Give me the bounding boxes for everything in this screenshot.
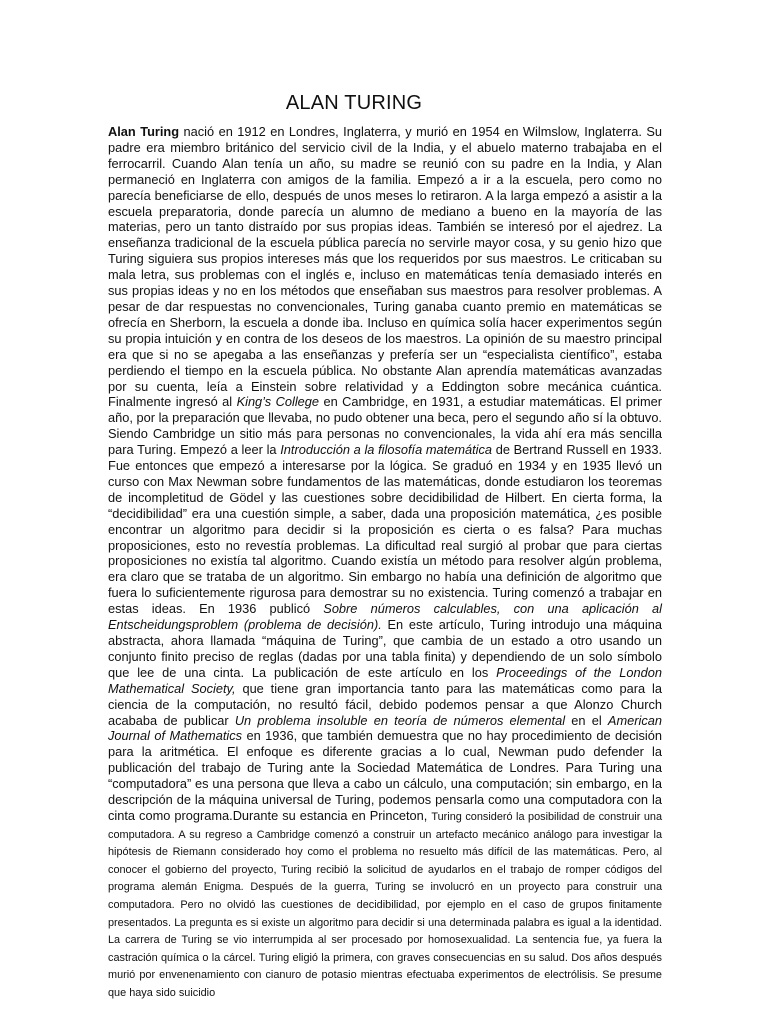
small-text-run: Turing consideró la posibilidad de construir una computadora. A su regreso a Cambridge comenzó a construir un artefacto mecánico análogo para investigar la hipótesis de Riemann considerado hoy como el problema no resuelto más difícil de las matemáticas. Pero, al conocer el gobierno del proyecto, Turing recibió la solicitud de ayudarlos en el trabajo de romper códigos del programa alemán Enigma. Después de la guerra, Turing se involucró en un proyecto para construir una computadora. Pero no olvidó las cuestiones de decidibilidad, por ejemplo en el caso de grupos finitamente presentados. La pregunta es si existe un algoritmo para decidir si una determinada palabra es igual a la identidad. La carrera de Turing se vio interrumpida al ser procesado por homosexualidad. La sentencia fue, ya fuera la castración química o la cárcel. Turing eligió la primera, con graves consecuencias en su salud. Dos años después murió por envenenamiento con cianuro de potasio mientras efectuaba experimentos de electrólisis. Se presume que haya sido suicidio — [108, 810, 663, 999]
text-run: que tiene gran importancia tanto para las matemáticas como para la ciencia de la computación, no resultó fácil, debido podemos pensar a que Alonzo Church acababa de publicar — [108, 680, 662, 728]
document-body — [108, 124, 662, 1002]
text-run: de Bertrand Russell en 1933. Fue entonces que empezó a interesarse por la lógica. Se graduó en 1934 y en 1935 llevó un curso con Max Newman sobre fundamentos de las matemáticas, donde estudiaron los teoremas de incompletitud de Gödel y las cuestiones sobre decidibilidad de Hilbert. En cierta forma, la “decidibilidad” era una cuestión simple, a saber, dada una proposición matemática, ¿es posible encontrar un algoritmo para decidir si la proposición es cierta o es falsa? Para muchas proposiciones, esto no revestía problemas. La dificultad real surgió al probar que para ciertas proposiciones no existía tal algoritmo. Cuando existía un método para resolver algún problema, era claro que se trataba de un algoritmo. Sin embargo no había una definición de algoritmo que fuera lo suficientemente rigurosa para demostrar su no existencia. Turing comenzó a trabajar en estas ideas. En 1936 publicó — [108, 442, 663, 617]
italic-run: Un problema insoluble en teoría de números elemental — [234, 712, 566, 728]
text-run: nació en 1912 en Londres, Inglaterra, y murió en 1954 en Wilmslow, Inglaterra. Su padre era miembro británico del servicio civil de la India, y el abuelo materno trabajaba en el ferrocarril. Cuando Alan tenía un año, su madre se reunió con su padre en la India, y Alan permaneció en Inglaterra con amigos de la familia. Empezó a ir a la escuela, pero como no parecía beneficiarse de ello, después de unos meses lo retiraron. A la larga empezó a asistir a la escuela preparatoria, donde parecía un alumno de mediano a bueno en la mayoría de las materias, pero un tanto distraído por sus propias ideas. También se interesó por el ajedrez. La enseñanza tradicional de la escuela pública parecía no servirle mayor cosa, y su genio hizo que Turing siguiera sus propios intereses más que los requeridos por sus maestros. Le criticaban su mala letra, sus problemas con el inglés e, incluso en matemáticas tenía demasiado interés en sus propias ideas y no en los métodos que enseñaban sus maestros para resolver problemas. A pesar de dar respuestas no convencionales, Turing ganaba cuanto premio en matemáticas se ofrecía en Sherborn, la escuela a donde iba. Incluso en química solía hacer experimentos según su propia intuición y en contra de los deseos de los maestros. La opinión de su maestro principal era que si no se apegaba a las enseñanzas y prefería ser un “especialista científico”, estaba perdiendo el tiempo en la escuela pública. No obstante Alan aprendía matemáticas avanzadas por su cuenta, leía a Einstein sobre relatividad y a Eddington sobre mecánica cuántica. Finalmente ingresó al — [108, 124, 663, 410]
text-run: en 1936, que también demuestra que no hay procedimiento de decisión para la aritmética. El enfoque es diferente gracias a lo cual, Newman pudo defender la publicación del trabajo de Turing ante la Sociedad Matemática de Londres. Para Turing una “computadora” es una persona que lleva a cabo un cálculo, una computación; sin embargo, en la descripción de la máquina universal de Turing, podemos pensarla como una computadora con la cinta como programa.Durante su estancia en Princeton, — [108, 728, 662, 823]
page-title: ALAN TURING — [285, 92, 423, 114]
italic-run: Introducción a la filosofía matemática — [280, 442, 493, 458]
paragraph — [108, 124, 662, 1002]
italic-run: American Journal of Mathematics — [108, 712, 662, 744]
text-run: en el — [565, 712, 608, 728]
italic-run: King’s College — [236, 394, 320, 410]
text-run: en Cambridge, en 1931, a estudiar matemáticas. El primer año, por la preparación que llevaba, no pudo obtener una beca, pero el segundo año sí la obtuvo. Siendo Cambridge un sitio más para personas no convencionales, la vida ahí era más sencilla para Turing. Empezó a leer la — [108, 394, 663, 458]
italic-run: Sobre números calculables, con una aplicación al Entscheidungsproblem (problema de decisión). — [108, 601, 662, 633]
italic-run: Proceedings of the London Mathematical Society, — [108, 664, 662, 696]
bold-run: Alan Turing — [108, 124, 180, 139]
text-run: En este artículo, Turing introdujo una máquina abstracta, ahora llamada “máquina de Turing”, que cambia de un estado a otro usando un conjunto finito preciso de reglas (dadas por una tabla finita) y dependiendo de un solo símbolo que lee de una cinta. La publicación de este artículo en los — [108, 617, 663, 680]
